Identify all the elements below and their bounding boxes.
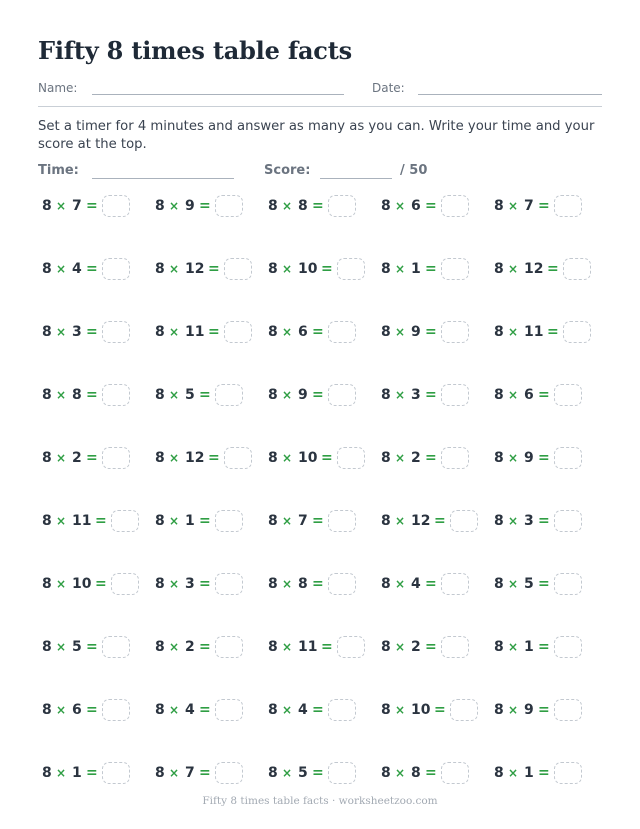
equals-sign: = bbox=[86, 261, 98, 277]
fact-multiplicand: 8 bbox=[381, 639, 391, 655]
fact-multiplicand: 8 bbox=[494, 387, 504, 403]
times-sign: × bbox=[508, 577, 519, 591]
times-sign: × bbox=[508, 451, 519, 465]
fact-multiplicand: 8 bbox=[381, 765, 391, 781]
times-sign: × bbox=[508, 703, 519, 717]
times-sign: × bbox=[282, 451, 293, 465]
answer-box[interactable] bbox=[102, 447, 130, 469]
score-label: Score: bbox=[264, 163, 311, 178]
fact-multiplier: 3 bbox=[411, 387, 421, 403]
fact-multiplier: 11 bbox=[524, 324, 544, 340]
equals-sign: = bbox=[95, 513, 107, 529]
fact-multiplier: 1 bbox=[185, 513, 195, 529]
equals-sign: = bbox=[199, 765, 211, 781]
fact-multiplier: 4 bbox=[185, 702, 195, 718]
fact-multiplicand: 8 bbox=[494, 261, 504, 277]
times-sign: × bbox=[282, 388, 293, 402]
equals-sign: = bbox=[425, 576, 437, 592]
fact-multiplicand: 8 bbox=[494, 765, 504, 781]
equals-sign: = bbox=[199, 387, 211, 403]
times-sign: × bbox=[282, 766, 293, 780]
answer-box[interactable] bbox=[111, 573, 139, 595]
fact-multiplier: 12 bbox=[185, 261, 205, 277]
fact-multiplier: 12 bbox=[411, 513, 431, 529]
fact-multiplicand: 8 bbox=[42, 513, 52, 529]
fact-multiplier: 7 bbox=[524, 198, 534, 214]
equals-sign: = bbox=[425, 639, 437, 655]
fact-multiplicand: 8 bbox=[155, 387, 165, 403]
header-divider bbox=[38, 106, 602, 107]
date-label: Date: bbox=[372, 81, 405, 95]
equals-sign: = bbox=[538, 576, 550, 592]
fact-multiplier: 5 bbox=[298, 765, 308, 781]
times-sign: × bbox=[508, 262, 519, 276]
fact-multiplicand: 8 bbox=[381, 513, 391, 529]
fact-multiplier: 4 bbox=[298, 702, 308, 718]
answer-box[interactable] bbox=[328, 762, 356, 784]
answer-box[interactable] bbox=[328, 699, 356, 721]
fact-multiplicand: 8 bbox=[494, 702, 504, 718]
times-sign: × bbox=[169, 766, 180, 780]
fact-multiplicand: 8 bbox=[155, 576, 165, 592]
answer-box[interactable] bbox=[441, 384, 469, 406]
fact-multiplicand: 8 bbox=[155, 702, 165, 718]
answer-box[interactable] bbox=[215, 699, 243, 721]
answer-box[interactable] bbox=[102, 384, 130, 406]
answer-box[interactable] bbox=[563, 321, 591, 343]
fact-multiplicand: 8 bbox=[494, 513, 504, 529]
equals-sign: = bbox=[86, 387, 98, 403]
answer-box[interactable] bbox=[450, 510, 478, 532]
equals-sign: = bbox=[312, 198, 324, 214]
fact-multiplier: 7 bbox=[72, 198, 82, 214]
fact-multiplicand: 8 bbox=[381, 324, 391, 340]
fact-multiplier: 8 bbox=[298, 198, 308, 214]
times-sign: × bbox=[56, 451, 67, 465]
equals-sign: = bbox=[425, 198, 437, 214]
fact-multiplier: 7 bbox=[298, 513, 308, 529]
fact-multiplicand: 8 bbox=[268, 261, 278, 277]
fact-multiplicand: 8 bbox=[494, 639, 504, 655]
fact-multiplicand: 8 bbox=[42, 765, 52, 781]
fact-multiplicand: 8 bbox=[155, 198, 165, 214]
times-sign: × bbox=[395, 703, 406, 717]
equals-sign: = bbox=[86, 702, 98, 718]
fact-multiplicand: 8 bbox=[268, 198, 278, 214]
fact-multiplier: 6 bbox=[524, 387, 534, 403]
fact-multiplier: 10 bbox=[72, 576, 92, 592]
equals-sign: = bbox=[95, 576, 107, 592]
times-sign: × bbox=[56, 577, 67, 591]
fact-multiplicand: 8 bbox=[381, 261, 391, 277]
equals-sign: = bbox=[312, 576, 324, 592]
equals-sign: = bbox=[425, 765, 437, 781]
equals-sign: = bbox=[425, 324, 437, 340]
answer-box[interactable] bbox=[337, 636, 365, 658]
fact-multiplicand: 8 bbox=[42, 198, 52, 214]
times-sign: × bbox=[395, 640, 406, 654]
equals-sign: = bbox=[538, 450, 550, 466]
fact-multiplicand: 8 bbox=[268, 765, 278, 781]
fact-multiplier: 2 bbox=[72, 450, 82, 466]
fact-multiplicand: 8 bbox=[42, 702, 52, 718]
equals-sign: = bbox=[538, 702, 550, 718]
equals-sign: = bbox=[208, 450, 220, 466]
answer-box[interactable] bbox=[337, 447, 365, 469]
fact-multiplier: 9 bbox=[185, 198, 195, 214]
equals-sign: = bbox=[208, 261, 220, 277]
fact-multiplier: 1 bbox=[411, 261, 421, 277]
times-sign: × bbox=[395, 325, 406, 339]
times-sign: × bbox=[282, 514, 293, 528]
fact-multiplicand: 8 bbox=[42, 324, 52, 340]
fact-multiplicand: 8 bbox=[494, 324, 504, 340]
times-sign: × bbox=[508, 640, 519, 654]
times-sign: × bbox=[169, 262, 180, 276]
times-sign: × bbox=[395, 514, 406, 528]
times-sign: × bbox=[508, 766, 519, 780]
fact-multiplicand: 8 bbox=[381, 702, 391, 718]
fact-multiplicand: 8 bbox=[268, 576, 278, 592]
equals-sign: = bbox=[208, 324, 220, 340]
times-sign: × bbox=[56, 766, 67, 780]
time-label: Time: bbox=[38, 163, 79, 178]
fact-multiplier: 10 bbox=[298, 450, 318, 466]
answer-box[interactable] bbox=[328, 510, 356, 532]
answer-box[interactable] bbox=[441, 762, 469, 784]
times-sign: × bbox=[395, 262, 406, 276]
fact-multiplicand: 8 bbox=[268, 702, 278, 718]
times-sign: × bbox=[282, 325, 293, 339]
answer-box[interactable] bbox=[554, 447, 582, 469]
answer-box[interactable] bbox=[441, 321, 469, 343]
fact-multiplicand: 8 bbox=[381, 450, 391, 466]
times-sign: × bbox=[395, 577, 406, 591]
instructions: Set a timer for 4 minutes and answer as many as you can. Write your time and your score at the top. bbox=[38, 119, 595, 152]
equals-sign: = bbox=[86, 198, 98, 214]
equals-sign: = bbox=[86, 324, 98, 340]
answer-box[interactable] bbox=[111, 510, 139, 532]
fact-multiplier: 1 bbox=[524, 639, 534, 655]
equals-sign: = bbox=[321, 639, 333, 655]
answer-box[interactable] bbox=[102, 258, 130, 280]
fact-multiplier: 8 bbox=[72, 387, 82, 403]
equals-sign: = bbox=[199, 198, 211, 214]
equals-sign: = bbox=[86, 765, 98, 781]
footer: Fifty 8 times table facts · worksheetzoo.com bbox=[202, 795, 438, 807]
times-sign: × bbox=[508, 514, 519, 528]
fact-multiplicand: 8 bbox=[155, 513, 165, 529]
answer-box[interactable] bbox=[337, 258, 365, 280]
answer-box[interactable] bbox=[215, 195, 243, 217]
fact-multiplier: 11 bbox=[185, 324, 205, 340]
answer-box[interactable] bbox=[563, 258, 591, 280]
equals-sign: = bbox=[86, 639, 98, 655]
fact-multiplier: 5 bbox=[524, 576, 534, 592]
equals-sign: = bbox=[199, 576, 211, 592]
fact-multiplicand: 8 bbox=[268, 324, 278, 340]
times-sign: × bbox=[56, 325, 67, 339]
answer-box[interactable] bbox=[328, 573, 356, 595]
fact-multiplier: 6 bbox=[72, 702, 82, 718]
equals-sign: = bbox=[538, 198, 550, 214]
answer-box[interactable] bbox=[441, 258, 469, 280]
equals-sign: = bbox=[312, 702, 324, 718]
fact-multiplier: 5 bbox=[72, 639, 82, 655]
fact-multiplicand: 8 bbox=[381, 387, 391, 403]
fact-multiplier: 3 bbox=[72, 324, 82, 340]
times-sign: × bbox=[282, 262, 293, 276]
fact-multiplicand: 8 bbox=[155, 324, 165, 340]
fact-multiplicand: 8 bbox=[155, 450, 165, 466]
answer-box[interactable] bbox=[215, 762, 243, 784]
answer-box[interactable] bbox=[224, 258, 252, 280]
answer-box[interactable] bbox=[215, 384, 243, 406]
fact-multiplier: 4 bbox=[411, 576, 421, 592]
answer-box[interactable] bbox=[102, 762, 130, 784]
fact-multiplier: 6 bbox=[411, 198, 421, 214]
date-field[interactable] bbox=[418, 94, 602, 95]
equals-sign: = bbox=[199, 702, 211, 718]
fact-multiplicand: 8 bbox=[268, 387, 278, 403]
answer-box[interactable] bbox=[102, 321, 130, 343]
fact-multiplicand: 8 bbox=[494, 576, 504, 592]
fact-multiplicand: 8 bbox=[155, 261, 165, 277]
times-sign: × bbox=[169, 640, 180, 654]
answer-box[interactable] bbox=[554, 384, 582, 406]
equals-sign: = bbox=[434, 513, 446, 529]
fact-multiplier: 8 bbox=[411, 765, 421, 781]
score-total: / 50 bbox=[400, 163, 428, 178]
fact-multiplier: 12 bbox=[185, 450, 205, 466]
fact-multiplier: 1 bbox=[72, 765, 82, 781]
answer-box[interactable] bbox=[441, 195, 469, 217]
fact-multiplier: 11 bbox=[72, 513, 92, 529]
answer-box[interactable] bbox=[328, 384, 356, 406]
times-sign: × bbox=[169, 514, 180, 528]
name-field[interactable] bbox=[92, 94, 344, 95]
fact-multiplier: 10 bbox=[411, 702, 431, 718]
fact-multiplicand: 8 bbox=[494, 450, 504, 466]
times-sign: × bbox=[282, 577, 293, 591]
equals-sign: = bbox=[547, 261, 559, 277]
equals-sign: = bbox=[425, 261, 437, 277]
fact-multiplier: 2 bbox=[411, 639, 421, 655]
times-sign: × bbox=[56, 640, 67, 654]
equals-sign: = bbox=[199, 513, 211, 529]
fact-multiplier: 9 bbox=[298, 387, 308, 403]
equals-sign: = bbox=[199, 639, 211, 655]
fact-multiplier: 2 bbox=[411, 450, 421, 466]
times-sign: × bbox=[169, 325, 180, 339]
times-sign: × bbox=[395, 199, 406, 213]
answer-box[interactable] bbox=[554, 636, 582, 658]
times-sign: × bbox=[282, 640, 293, 654]
fact-multiplicand: 8 bbox=[494, 198, 504, 214]
times-sign: × bbox=[56, 262, 67, 276]
equals-sign: = bbox=[538, 765, 550, 781]
answer-box[interactable] bbox=[441, 573, 469, 595]
equals-sign: = bbox=[86, 450, 98, 466]
times-sign: × bbox=[508, 388, 519, 402]
equals-sign: = bbox=[312, 387, 324, 403]
answer-box[interactable] bbox=[224, 447, 252, 469]
times-sign: × bbox=[56, 703, 67, 717]
fact-multiplicand: 8 bbox=[155, 765, 165, 781]
equals-sign: = bbox=[434, 702, 446, 718]
times-sign: × bbox=[395, 388, 406, 402]
equals-sign: = bbox=[538, 639, 550, 655]
answer-box[interactable] bbox=[328, 321, 356, 343]
fact-multiplier: 3 bbox=[185, 576, 195, 592]
answer-box[interactable] bbox=[450, 699, 478, 721]
times-sign: × bbox=[395, 766, 406, 780]
fact-multiplicand: 8 bbox=[42, 387, 52, 403]
fact-multiplier: 4 bbox=[72, 261, 82, 277]
answer-box[interactable] bbox=[102, 699, 130, 721]
fact-multiplicand: 8 bbox=[268, 639, 278, 655]
times-sign: × bbox=[282, 703, 293, 717]
fact-multiplier: 12 bbox=[524, 261, 544, 277]
fact-multiplier: 10 bbox=[298, 261, 318, 277]
fact-multiplicand: 8 bbox=[268, 450, 278, 466]
worksheet-title: Fifty 8 times table facts bbox=[38, 36, 352, 65]
fact-multiplicand: 8 bbox=[42, 639, 52, 655]
times-sign: × bbox=[169, 199, 180, 213]
answer-box[interactable] bbox=[224, 321, 252, 343]
times-sign: × bbox=[56, 199, 67, 213]
equals-sign: = bbox=[425, 450, 437, 466]
answer-box[interactable] bbox=[441, 447, 469, 469]
answer-box[interactable] bbox=[554, 195, 582, 217]
fact-multiplicand: 8 bbox=[42, 261, 52, 277]
equals-sign: = bbox=[312, 513, 324, 529]
times-sign: × bbox=[169, 451, 180, 465]
answer-box[interactable] bbox=[441, 636, 469, 658]
fact-multiplier: 7 bbox=[185, 765, 195, 781]
answer-box[interactable] bbox=[215, 573, 243, 595]
fact-multiplicand: 8 bbox=[381, 576, 391, 592]
equals-sign: = bbox=[321, 450, 333, 466]
times-sign: × bbox=[56, 514, 67, 528]
fact-multiplier: 3 bbox=[524, 513, 534, 529]
equals-sign: = bbox=[538, 387, 550, 403]
times-sign: × bbox=[169, 388, 180, 402]
fact-multiplier: 11 bbox=[298, 639, 318, 655]
equals-sign: = bbox=[547, 324, 559, 340]
times-sign: × bbox=[56, 388, 67, 402]
answer-box[interactable] bbox=[554, 573, 582, 595]
answer-box[interactable] bbox=[102, 636, 130, 658]
fact-multiplicand: 8 bbox=[155, 639, 165, 655]
answer-box[interactable] bbox=[554, 699, 582, 721]
times-sign: × bbox=[169, 577, 180, 591]
fact-multiplier: 9 bbox=[524, 702, 534, 718]
answer-box[interactable] bbox=[554, 762, 582, 784]
equals-sign: = bbox=[321, 261, 333, 277]
equals-sign: = bbox=[538, 513, 550, 529]
time-field[interactable] bbox=[92, 178, 234, 179]
equals-sign: = bbox=[312, 324, 324, 340]
answer-box[interactable] bbox=[215, 510, 243, 532]
times-sign: × bbox=[282, 199, 293, 213]
fact-multiplier: 5 bbox=[185, 387, 195, 403]
equals-sign: = bbox=[425, 387, 437, 403]
fact-multiplicand: 8 bbox=[381, 198, 391, 214]
score-field[interactable] bbox=[320, 178, 392, 179]
answer-box[interactable] bbox=[215, 636, 243, 658]
fact-multiplicand: 8 bbox=[42, 450, 52, 466]
fact-multiplier: 2 bbox=[185, 639, 195, 655]
times-sign: × bbox=[508, 199, 519, 213]
answer-box[interactable] bbox=[328, 195, 356, 217]
fact-multiplier: 6 bbox=[298, 324, 308, 340]
fact-multiplier: 9 bbox=[524, 450, 534, 466]
answer-box[interactable] bbox=[554, 510, 582, 532]
fact-multiplicand: 8 bbox=[42, 576, 52, 592]
name-label: Name: bbox=[38, 81, 78, 95]
fact-multiplier: 9 bbox=[411, 324, 421, 340]
times-sign: × bbox=[395, 451, 406, 465]
answer-box[interactable] bbox=[102, 195, 130, 217]
fact-multiplier: 1 bbox=[524, 765, 534, 781]
times-sign: × bbox=[508, 325, 519, 339]
fact-multiplicand: 8 bbox=[268, 513, 278, 529]
equals-sign: = bbox=[312, 765, 324, 781]
fact-multiplier: 8 bbox=[298, 576, 308, 592]
times-sign: × bbox=[169, 703, 180, 717]
